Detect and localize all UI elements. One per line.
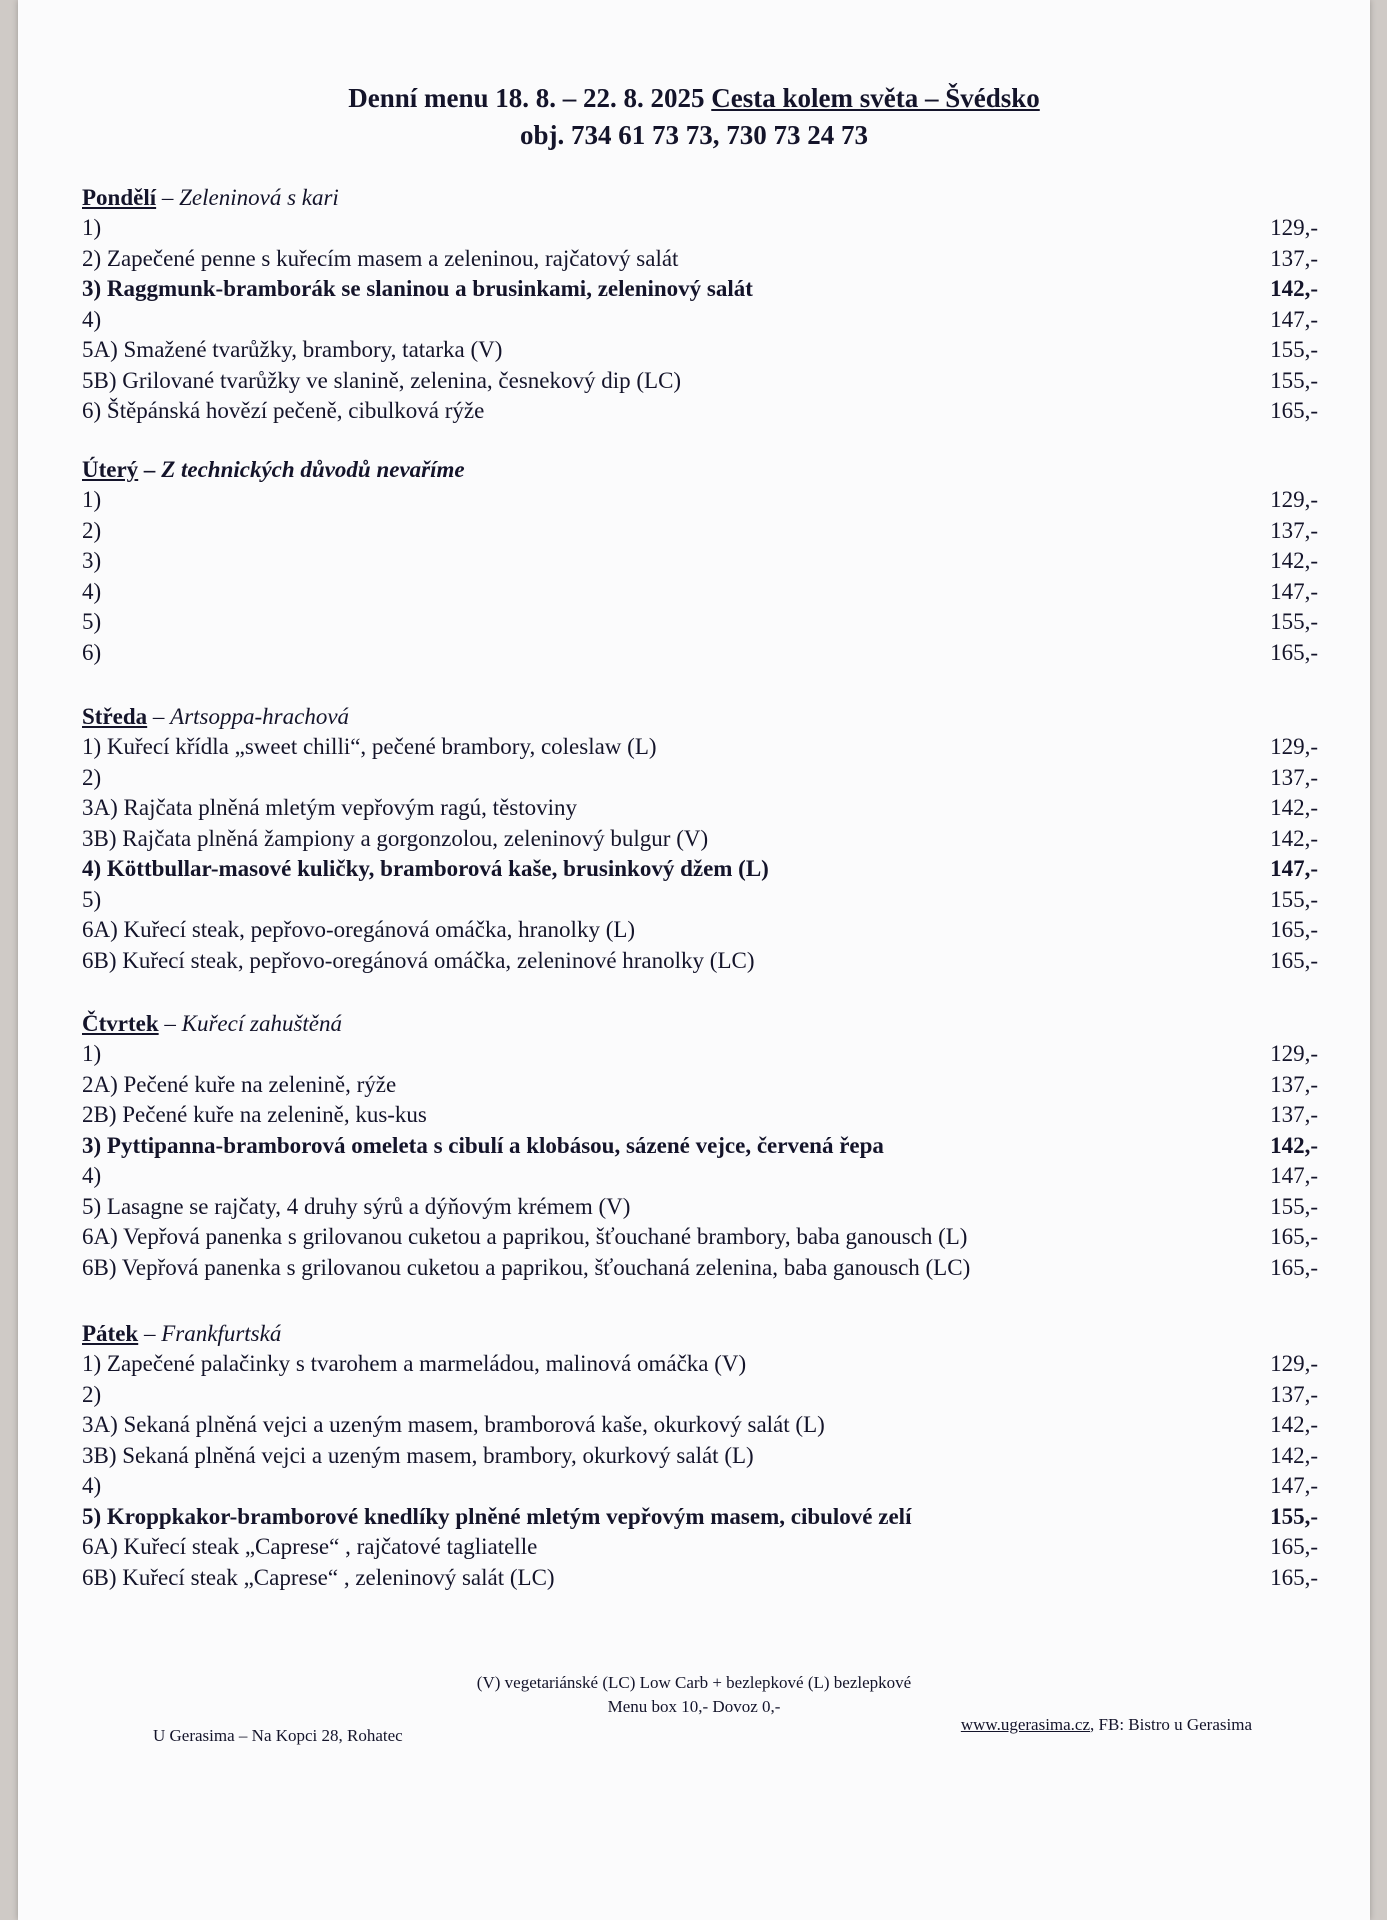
menu-item-row	[82, 1100, 1318, 1131]
day-title	[82, 1008, 1318, 1039]
menu-item-label: 1)	[82, 487, 102, 512]
menu-item-price: 165,-	[1270, 1224, 1318, 1249]
menu-item-row	[82, 763, 1318, 794]
menu-item-row-featured	[82, 854, 1318, 885]
menu-item-price: 137,-	[1270, 1102, 1318, 1127]
menu-item-label: 5) Lasagne se rajčaty, 4 druhy sýrů a dýňovým krémem (V)	[82, 1193, 631, 1219]
menu-item-price: 155,-	[1270, 609, 1318, 634]
menu-item-label: 4)	[82, 578, 102, 604]
menu-item-price: 129,-	[1270, 1041, 1318, 1066]
menu-item-label: 3B) Sekaná plněná vejci a uzeným masem, brambory, okurkový salát (L)	[82, 1442, 754, 1468]
menu-item-row	[82, 305, 1318, 336]
menu-item-price: 137,-	[1270, 517, 1318, 543]
dash: –	[138, 457, 162, 482]
menu-item-label: 5B) Grilované tvarůžky ve slanině, zelenina, česnekový dip (LC)	[82, 367, 682, 393]
menu-item-row	[82, 335, 1318, 366]
menu-item-price: 155,-	[1270, 886, 1318, 912]
menu-item-row-featured	[82, 274, 1318, 305]
menu-item-price: 142,-	[1270, 795, 1318, 820]
menu-title	[18, 80, 1370, 117]
menu-item-row	[82, 1222, 1318, 1253]
day-wednesday	[82, 701, 1318, 976]
menu-item-label: 3B) Rajčata plněná žampiony a gorgonzolou, zeleninový bulgur (V)	[82, 825, 709, 851]
menu-item-price: 142,-	[1270, 1412, 1318, 1437]
day-name: Čtvrtek	[82, 1011, 159, 1036]
day-monday	[82, 182, 1318, 427]
menu-item-row	[82, 1532, 1318, 1563]
menu-item-row	[82, 1441, 1318, 1472]
menu-item-price: 147,-	[1270, 856, 1318, 881]
menu-item-price: 129,-	[1270, 1351, 1318, 1376]
menu-item-row	[82, 1070, 1318, 1101]
menu-item-price: 165,-	[1270, 639, 1318, 665]
menu-item-label: 3) Raggmunk-bramborák se slaninou a brusinkami, zeleninový salát	[82, 276, 753, 301]
day-title	[82, 1318, 1318, 1349]
menu-item-row	[82, 1410, 1318, 1441]
menu-item-label: 3)	[82, 548, 102, 573]
menu-item-label: 3A) Rajčata plněná mletým vepřovým ragú, těstoviny	[82, 795, 578, 820]
menu-item-price: 142,-	[1270, 1132, 1318, 1158]
day-title	[82, 454, 1318, 485]
menu-item-price: 165,-	[1270, 1534, 1318, 1559]
day-name: Úterý	[82, 457, 139, 482]
menu-item-price: 142,-	[1270, 548, 1318, 573]
menu-item-price: 137,-	[1270, 1381, 1318, 1407]
menu-item-label: 5) Kroppkakor-bramborové knedlíky plněné mletým vepřovým masem, cibulové zelí	[82, 1503, 912, 1529]
menu-item-price: 137,-	[1270, 245, 1318, 271]
menu-item-price: 155,-	[1270, 367, 1318, 393]
menu-item-label: 3A) Sekaná plněná vejci a uzeným masem, bramborová kaše, okurkový salát (L)	[82, 1412, 825, 1437]
menu-item-row	[82, 1471, 1318, 1502]
menu-item-row	[82, 1563, 1318, 1594]
legend: (V) vegetariánské (LC) Low Carb + bezlepkové (L) bezlepkové	[476, 1673, 912, 1692]
menu-item-label: 4) Köttbullar-masové kuličky, bramborová kaše, brusinkový džem (L)	[82, 856, 769, 881]
address: U Gerasima – Na Kopci 28, Rohatec	[153, 1726, 403, 1745]
menu-item-row	[82, 1380, 1318, 1411]
menu-item-row-featured	[82, 1131, 1318, 1162]
menu-item-row	[82, 577, 1318, 608]
title-dates: Denní menu 18. 8. – 22. 8. 2025	[348, 83, 712, 113]
menu-item-price: 165,-	[1270, 1564, 1318, 1590]
menu-item-price: 137,-	[1270, 1071, 1318, 1097]
menu-item-price: 142,-	[1270, 276, 1318, 301]
menu-item-price: 147,-	[1270, 1473, 1318, 1498]
menu-item-label: 1)	[82, 1041, 102, 1066]
soup-of-day: Artsoppa-hrachová	[170, 704, 350, 729]
menu-item-label: 1)	[82, 215, 102, 240]
day-name: Pátek	[82, 1321, 139, 1346]
menu-item-price: 155,-	[1270, 1193, 1318, 1219]
menu-item-row	[82, 516, 1318, 547]
title-theme: Cesta kolem světa – Švédsko	[711, 83, 1040, 113]
menu-item-row-featured	[82, 1502, 1318, 1533]
facebook-text: , FB: Bistro u Gerasima	[1090, 1715, 1252, 1734]
menu-item-price: 147,-	[1270, 578, 1318, 604]
menu-item-row	[82, 1161, 1318, 1192]
order-phone: obj. 734 61 73 73, 730 73 24 73	[519, 120, 868, 150]
menu-item-price: 142,-	[1270, 1442, 1318, 1468]
menu-item-row	[82, 638, 1318, 669]
menu-item-label: 2) Zapečené penne s kuřecím masem a zeleninou, rajčatový salát	[82, 245, 679, 271]
soup-of-day: Kuřecí zahuštěná	[181, 1011, 342, 1036]
menu-item-price: 155,-	[1270, 337, 1318, 362]
menu-item-price: 155,-	[1270, 1503, 1318, 1529]
menu-item-row	[82, 485, 1318, 516]
menu-item-label: 2A) Pečené kuře na zelenině, rýže	[82, 1071, 397, 1097]
menu-item-label: 6) Štěpánská hovězí pečeně, cibulková rýže	[82, 398, 485, 423]
day-name: Středa	[82, 704, 148, 729]
day-friday	[82, 1318, 1318, 1593]
menu-item-row	[82, 915, 1318, 946]
contact-links	[961, 1714, 1252, 1736]
menu-item-label: 6A) Vepřová panenka s grilovanou cuketou a paprikou, šťouchané brambory, baba ganousch (L)	[82, 1224, 968, 1249]
menu-item-label: 2B) Pečené kuře na zelenině, kus-kus	[82, 1102, 427, 1127]
dash: –	[158, 1011, 182, 1036]
menu-item-row	[82, 396, 1318, 427]
closed-notice: Z technických důvodů nevaříme	[161, 457, 465, 482]
menu-item-row	[82, 732, 1318, 763]
menu-item-label: 5A) Smažené tvarůžky, brambory, tatarka (V)	[82, 337, 503, 362]
menu-item-row	[82, 885, 1318, 916]
menu-item-label: 6A) Kuřecí steak „Caprese“ , rajčatové tagliatelle	[82, 1534, 538, 1559]
menu-item-row	[82, 213, 1318, 244]
menu-item-price: 129,-	[1270, 734, 1318, 759]
dash: –	[147, 704, 171, 729]
menu-box-delivery: Menu box 10,- Dovoz 0,-	[607, 1697, 781, 1716]
menu-item-price: 142,-	[1270, 825, 1318, 851]
menu-item-price: 129,-	[1270, 215, 1318, 240]
menu-item-label: 6B) Kuřecí steak „Caprese“ , zeleninový salát (LC)	[82, 1564, 555, 1590]
menu-item-row	[82, 546, 1318, 577]
menu-item-label: 6A) Kuřecí steak, pepřovo-oregánová omáčka, hranolky (L)	[82, 917, 636, 942]
menu-item-row	[82, 824, 1318, 855]
menu-item-price: 147,-	[1270, 1163, 1318, 1188]
menu-item-price: 129,-	[1270, 487, 1318, 512]
menu-item-price: 165,-	[1270, 1254, 1318, 1280]
menu-item-row	[82, 1349, 1318, 1380]
menu-item-row	[82, 1192, 1318, 1223]
menu-item-label: 2)	[82, 764, 102, 790]
menu-item-price: 165,-	[1270, 398, 1318, 423]
menu-item-label: 2)	[82, 1381, 102, 1407]
dash: –	[138, 1321, 162, 1346]
menu-item-price: 165,-	[1270, 947, 1318, 973]
menu-item-label: 5)	[82, 886, 102, 912]
menu-item-label: 2)	[82, 517, 102, 543]
dash: –	[156, 185, 180, 210]
menu-item-label: 6B) Kuřecí steak, pepřovo-oregánová omáčka, zeleninové hranolky (LC)	[82, 947, 755, 973]
menu-item-label: 6)	[82, 639, 102, 665]
day-title	[82, 182, 1318, 213]
menu-item-label: 3) Pyttipanna-bramborová omeleta s cibulí a klobásou, sázené vejce, červená řepa	[82, 1132, 884, 1158]
soup-of-day: Frankfurtská	[161, 1321, 282, 1346]
menu-item-price: 147,-	[1270, 306, 1318, 332]
menu-sheet	[18, 0, 1370, 1920]
menu-item-row	[82, 1039, 1318, 1070]
menu-item-label: 6B) Vepřová panenka s grilovanou cuketou a paprikou, šťouchaná zelenina, baba ganousch (LC)	[82, 1254, 971, 1280]
menu-item-label: 1) Zapečené palačinky s tvarohem a marmeládou, malinová omáčka (V)	[82, 1351, 747, 1376]
menu-item-price: 137,-	[1270, 764, 1318, 790]
menu-item-row	[82, 366, 1318, 397]
menu-item-row	[82, 1253, 1318, 1284]
menu-item-row	[82, 946, 1318, 977]
day-tuesday	[82, 454, 1318, 668]
menu-item-label: 5)	[82, 609, 102, 634]
menu-item-price: 165,-	[1270, 917, 1318, 942]
menu-item-row	[82, 793, 1318, 824]
menu-item-row	[82, 607, 1318, 638]
soup-of-day: Zeleninová s kari	[179, 185, 339, 210]
day-name: Pondělí	[82, 185, 157, 210]
menu-item-label: 4)	[82, 1473, 102, 1498]
menu-item-label: 4)	[82, 1163, 102, 1188]
menu-item-label: 1) Kuřecí křídla „sweet chilli“, pečené brambory, coleslaw (L)	[82, 734, 657, 759]
website-link[interactable]: www.ugerasima.cz	[960, 1715, 1091, 1734]
day-title	[82, 701, 1318, 732]
menu-header	[18, 80, 1370, 154]
menu-item-label: 4)	[82, 306, 102, 332]
day-thursday	[82, 1008, 1318, 1283]
menu-item-row	[82, 244, 1318, 275]
